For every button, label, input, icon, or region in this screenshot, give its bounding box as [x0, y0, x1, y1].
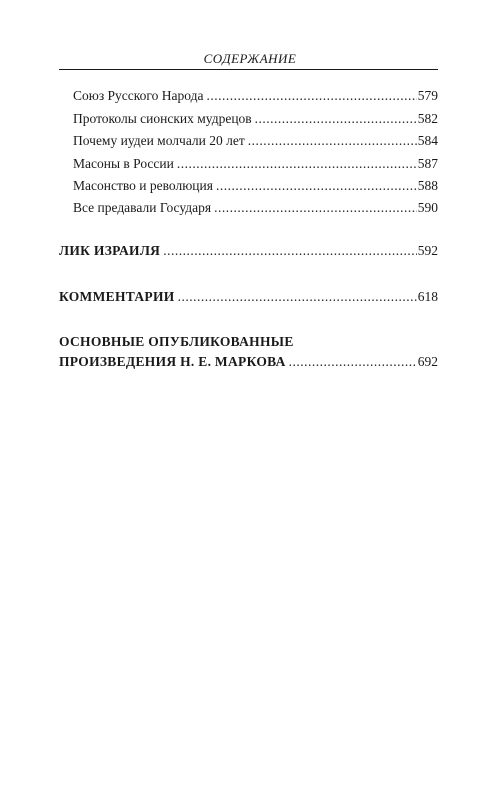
- toc-entry-title: Масонство и революция: [73, 178, 213, 193]
- toc-section-page: 618: [417, 289, 438, 304]
- toc-entry-title: Масоны в России: [73, 156, 174, 171]
- toc-entry-page: 590: [417, 200, 438, 215]
- toc-section-title-line2: ПРОИЗВЕДЕНИЯ Н. Е. МАРКОВА: [59, 354, 286, 369]
- toc-section-title-line1: ОСНОВНЫЕ ОПУБЛИКОВАННЫЕ: [59, 334, 294, 349]
- dot-leader: [214, 200, 417, 216]
- toc-entry-title: Все предавали Государя: [73, 200, 212, 215]
- toc-entry-page: 584: [417, 133, 438, 148]
- toc-entry-page: 588: [417, 178, 438, 193]
- dot-leader: [289, 354, 417, 370]
- toc-entry: [73, 133, 438, 149]
- dot-leader: [178, 289, 417, 305]
- dot-leader: [206, 88, 416, 104]
- dot-leader: [248, 133, 417, 149]
- dot-leader: [177, 156, 417, 172]
- dot-leader: [255, 111, 417, 127]
- toc-entry-title: Союз Русского Народа: [73, 88, 204, 103]
- toc-section: [59, 289, 438, 305]
- toc-entry: [73, 178, 438, 194]
- toc-entry-page: 587: [417, 156, 438, 171]
- toc-section-title: ЛИК ИЗРАИЛЯ: [59, 243, 161, 258]
- dot-leader: [216, 178, 417, 194]
- toc-section-page: 592: [417, 243, 438, 258]
- toc-entry-page: 579: [417, 88, 438, 103]
- toc-entry-title: Протоколы сионских мудрецов: [73, 111, 252, 126]
- toc-entry-page: 582: [417, 111, 438, 126]
- toc-entry: [73, 111, 438, 127]
- toc-section-page: 692: [417, 354, 438, 369]
- toc-section: [59, 243, 438, 259]
- running-header: СОДЕРЖАНИЕ: [203, 51, 297, 66]
- toc-section-title: КОММЕНТАРИИ: [59, 289, 175, 304]
- toc-entry: [73, 156, 438, 172]
- toc-entry-title: Почему иудеи молчали 20 лет: [73, 133, 245, 148]
- dot-leader: [163, 243, 417, 259]
- toc-section: [59, 354, 438, 370]
- toc-entry: [73, 200, 438, 216]
- header-rule: [59, 69, 438, 70]
- toc-entry: [73, 88, 438, 104]
